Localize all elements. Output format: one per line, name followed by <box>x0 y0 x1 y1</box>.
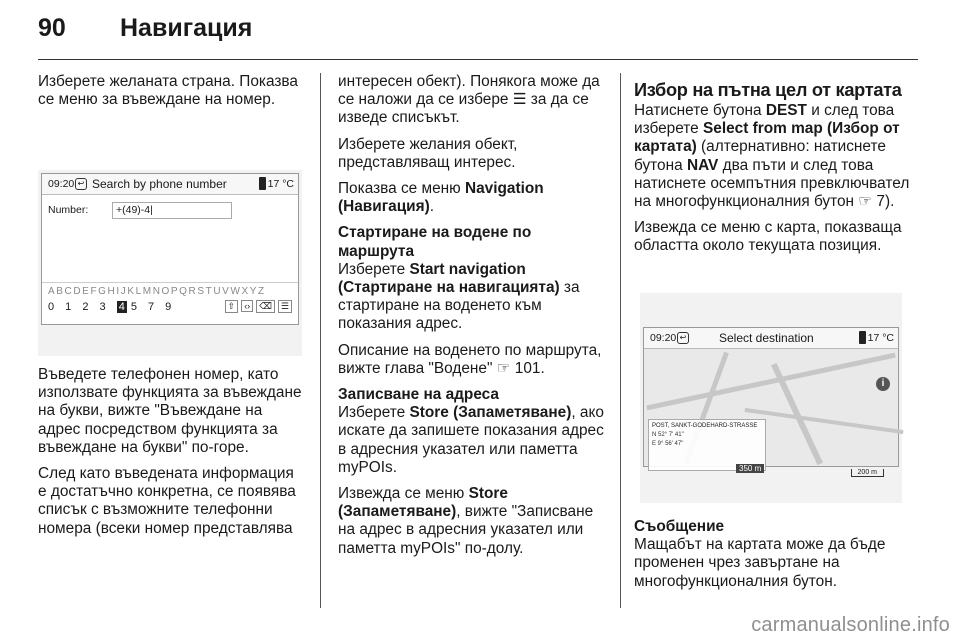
button-name: DEST <box>765 102 807 119</box>
note-label: Съобщение <box>634 518 725 535</box>
text: . <box>429 198 435 216</box>
watermark: carmanualsonline.info <box>751 614 950 636</box>
list-key-icon: ☰ <box>278 300 292 313</box>
digits-before: 0 1 2 3 <box>48 301 110 313</box>
menu-name: Store (Запаметяване) <box>338 485 508 521</box>
paragraph <box>634 102 924 211</box>
button-name: NAV <box>686 156 719 174</box>
column-divider <box>620 73 621 608</box>
letter-keys: ABCDEFGHIJKLMNOPQRSTUVWXYZ <box>48 286 266 297</box>
status-bar <box>644 328 898 349</box>
paragraph: Извежда се меню с карта, показваща областта около текущата позиция. <box>634 219 902 255</box>
paragraph <box>338 404 610 477</box>
paragraph: интересен обект). Понякога може да се наложи да се избере ☰ за да се изведе списъкът. <box>338 73 600 127</box>
text: и след това изберете <box>634 102 895 138</box>
column-3-note <box>634 518 924 599</box>
delete-key-icon: ⌫ <box>256 300 275 313</box>
menu-name: Start navigation (Стартиране на навигацията) <box>338 260 560 297</box>
status-bar <box>42 174 298 195</box>
digits-after: 5 7 9 <box>130 301 176 313</box>
paragraph: Изберете желания обект, представляващ интерес. <box>338 135 518 171</box>
paragraph <box>338 261 610 334</box>
paragraph: Описание на воденето по маршрута, вижте глава "Водене" ☞ 101. <box>338 341 602 377</box>
arrows-key-icon: ‹› <box>241 300 253 312</box>
text: , ако искате да запишете показания адрес в адресния указател или паметта myPOIs. <box>338 404 604 476</box>
shift-key-icon: ⇧ <box>225 300 239 313</box>
subheading: Стартиране на водене по маршрута <box>338 224 532 260</box>
text: Показва се меню <box>338 180 465 198</box>
text: два пъти и след това натиснете осемпътния превключвател на многофункционалния бутон ☞ 7). <box>634 156 910 211</box>
map-road <box>745 408 904 434</box>
screen-title: Search by phone number <box>92 177 227 191</box>
longitude: E 9° 56' 47" <box>652 441 684 447</box>
map-screenshot <box>640 293 902 503</box>
text: (алтернативно: натиснете бутона <box>634 138 886 174</box>
menu-name: Select from map (Избор от картата) <box>634 120 900 156</box>
subheading: Записване на адреса <box>338 386 499 404</box>
text: Изберете <box>338 260 410 278</box>
header-divider <box>38 59 918 60</box>
digit-selected: 4 <box>118 301 125 313</box>
section-heading: Избор на пътна цел от картата <box>634 80 902 100</box>
column-divider <box>320 73 321 608</box>
text: Извежда се меню <box>338 485 469 503</box>
keyboard-divider <box>42 282 298 283</box>
text: Изберете <box>338 404 410 422</box>
text: Натиснете бутона <box>634 102 766 119</box>
temperature: 17 °C <box>267 178 294 190</box>
distance-tag: 350 m <box>736 464 764 473</box>
paragraph: Изберете желаната страна. Показва се меню за въвеждане на номер. <box>38 73 298 109</box>
menu-name: Navigation (Навигация) <box>338 180 544 216</box>
function-keys <box>222 300 292 313</box>
phone-icon <box>859 331 866 344</box>
screen-title: Select destination <box>719 331 814 345</box>
map-scale: 200 m <box>851 469 884 477</box>
column-1 <box>38 73 306 117</box>
column-2 <box>338 73 610 566</box>
phone-search-screenshot <box>38 170 302 356</box>
back-icon: ↩ <box>677 332 689 344</box>
screen <box>41 173 299 325</box>
info-icon: i <box>876 377 890 391</box>
temperature: 17 °C <box>867 332 894 344</box>
map-view <box>644 349 898 476</box>
paragraph <box>338 485 610 558</box>
paragraph: Въведете телефонен номер, като използвате функцията за въвеждане на букви, вижте "Въвеждане на адрес посредством функцията за въвеждане на букви" по-горе. <box>38 366 302 456</box>
menu-name: Store (Запаметяване) <box>409 404 572 422</box>
clock: 09:20 <box>48 178 75 190</box>
text: , вижте "Записване на адрес в адресния указател или паметта myPOIs" по-долу. <box>338 503 594 557</box>
map-road <box>646 353 895 411</box>
column-3 <box>634 80 924 264</box>
screen <box>643 327 899 476</box>
number-field: +(49)-4| <box>112 202 232 219</box>
note-text: Мащабът на картата може да бъде променен чрез завъртане на многофункционалния бутон. <box>634 536 886 590</box>
digit-keys <box>48 301 175 313</box>
clock: 09:20 <box>650 332 677 344</box>
page-number: 90 <box>38 14 66 42</box>
section-title: Навигация <box>120 14 253 42</box>
column-1-lower <box>38 366 306 546</box>
paragraph: След като въведената информация е достатъчно конкретна, се появява списък с възможните телефонни номера (всеки номер представлява <box>38 465 296 537</box>
text: за стартиране на воденето към показания адрес. <box>338 279 580 333</box>
number-label: Number: <box>48 204 89 216</box>
paragraph <box>338 180 610 216</box>
phone-icon <box>259 177 266 190</box>
back-icon: ↩ <box>75 178 87 190</box>
address-text: POST, SANKT-GODEHARD-STRASSE <box>652 423 758 429</box>
latitude: N 52° 7' 41" <box>652 432 684 438</box>
